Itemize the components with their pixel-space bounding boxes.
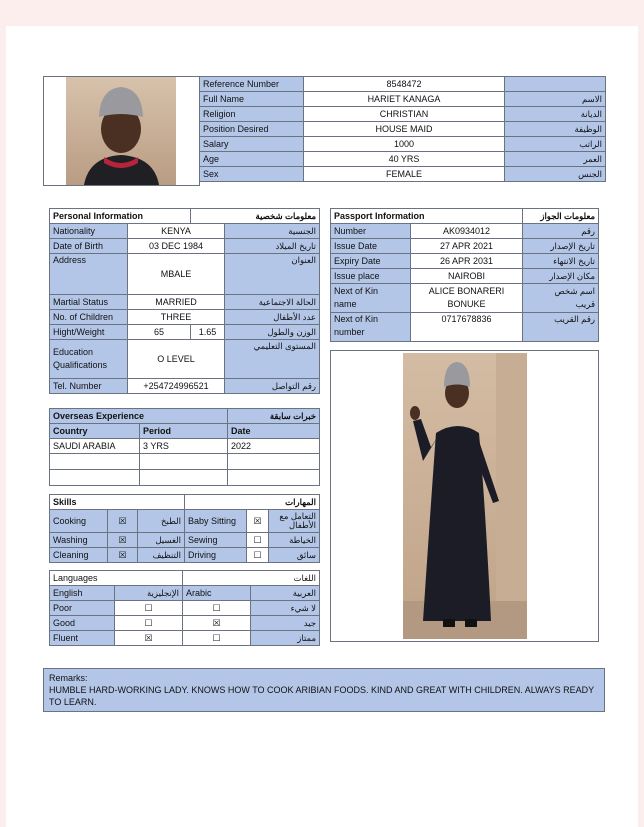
language-level-ar: ممتاز xyxy=(251,631,320,646)
kin-number-ar: رقم القريب xyxy=(523,313,599,342)
profile-label: Reference Number xyxy=(200,77,304,92)
language-row xyxy=(50,616,320,631)
profile-label: Salary xyxy=(200,137,304,152)
personal-info-table xyxy=(49,208,320,394)
empty-cell xyxy=(50,470,140,486)
english-checkbox[interactable]: ☐ xyxy=(115,616,183,631)
issue-date-ar: تاريخ الإصدار xyxy=(523,239,599,254)
empty-cell xyxy=(228,454,320,470)
experience-header-period: Period xyxy=(140,424,228,439)
full-body-photo-frame xyxy=(330,350,599,642)
english-label-ar: الإنجليزية xyxy=(115,586,183,601)
passport-number-label: Number xyxy=(331,224,411,239)
arabic-checkbox[interactable]: ☐ xyxy=(183,631,251,646)
address-ar: العنوان xyxy=(225,254,320,295)
portrait-frame xyxy=(43,76,200,186)
kin-value xyxy=(411,284,523,313)
profile-value: 1000 xyxy=(304,137,505,152)
arabic-checkbox[interactable]: ☐ xyxy=(183,601,251,616)
kin-label-line1: Next of Kin xyxy=(334,286,379,296)
profile-row xyxy=(200,167,606,182)
personal-title-ar: معلومات شخصية xyxy=(191,209,320,224)
profile-label-ar: الوظيفة xyxy=(505,122,606,137)
passport-info-table xyxy=(330,208,599,342)
skill-checkbox[interactable]: ☒ xyxy=(108,548,138,563)
skill-row xyxy=(50,548,320,563)
passport-title-ar: معلومات الجواز xyxy=(523,209,599,224)
tel-label: Tel. Number xyxy=(50,379,128,394)
profile-row xyxy=(200,122,606,137)
skill-row xyxy=(50,510,320,533)
experience-table xyxy=(49,408,320,486)
personal-title: Personal Information xyxy=(50,209,191,224)
kin-number-label-line2: number xyxy=(334,327,365,337)
dob-value: 03 DEC 1984 xyxy=(128,239,225,254)
skill-name-ar: الخياطة xyxy=(269,533,320,548)
education-ar: المستوى التعليمي xyxy=(225,340,320,379)
profile-row xyxy=(200,137,606,152)
remarks-text: HUMBLE HARD-WORKING LADY. KNOWS HOW TO COOK ARIBIAN FOODS. KIND AND GREAT WITH CHILDREN. ALWAYS READY TO LEARN. xyxy=(49,685,594,707)
marital-ar: الحالة الاجتماعية xyxy=(225,295,320,310)
skill-name: Cleaning xyxy=(50,548,108,563)
skill-row xyxy=(50,533,320,548)
nationality-label: Nationality xyxy=(50,224,128,239)
profile-label-ar: الجنس xyxy=(505,167,606,182)
skill-name: Baby Sitting xyxy=(185,510,247,533)
experience-country: SAUDI ARABIA xyxy=(50,439,140,454)
dob-ar: تاريخ الميلاد xyxy=(225,239,320,254)
arabic-label: Arabic xyxy=(183,586,251,601)
experience-header-date: Date xyxy=(228,424,320,439)
skill-checkbox[interactable]: ☒ xyxy=(108,533,138,548)
table-row-empty xyxy=(50,454,320,470)
skills-title-ar: المهارات xyxy=(185,495,320,510)
english-checkbox[interactable]: ☒ xyxy=(115,631,183,646)
profile-label: Age xyxy=(200,152,304,167)
issue-place-value: NAIROBI xyxy=(411,269,523,284)
profile-value: HARIET KANAGA xyxy=(304,92,505,107)
profile-label: Religion xyxy=(200,107,304,122)
profile-value: FEMALE xyxy=(304,167,505,182)
passport-number-value: AK0934012 xyxy=(411,224,523,239)
experience-title: Overseas Experience xyxy=(50,409,228,424)
children-value: THREE xyxy=(128,310,225,325)
nationality-ar: الجنسية xyxy=(225,224,320,239)
skill-name: Washing xyxy=(50,533,108,548)
profile-value: CHRISTIAN xyxy=(304,107,505,122)
height-weight-ar: الوزن والطول xyxy=(225,325,320,340)
kin-label xyxy=(331,284,411,313)
experience-header-country: Country xyxy=(50,424,140,439)
portrait-photo xyxy=(44,77,199,185)
education-value: O LEVEL xyxy=(128,340,225,379)
empty-cell xyxy=(140,470,228,486)
skill-name-ar: التعامل مع الأطفال xyxy=(269,510,320,533)
language-level: Fluent xyxy=(50,631,115,646)
kin-value-line1: ALICE BONARERI xyxy=(428,286,505,296)
skill-name: Sewing xyxy=(185,533,247,548)
english-label: English xyxy=(50,586,115,601)
profile-label: Position Desired xyxy=(200,122,304,137)
kin-label-line2: name xyxy=(334,299,357,309)
kin-number-label-line1: Next of Kin xyxy=(334,314,379,324)
full-body-photo xyxy=(331,351,598,641)
profile-label: Full Name xyxy=(200,92,304,107)
issue-date-label: Issue Date xyxy=(331,239,411,254)
languages-title: Languages xyxy=(50,571,183,586)
tel-value: +254724996521 xyxy=(128,379,225,394)
experience-period: 3 YRS xyxy=(140,439,228,454)
skill-name-ar: التنظيف xyxy=(138,548,185,563)
arabic-checkbox[interactable]: ☒ xyxy=(183,616,251,631)
passport-number-ar: رقم xyxy=(523,224,599,239)
skill-name-ar: سائق xyxy=(269,548,320,563)
profile-label-ar xyxy=(505,77,606,92)
table-row-empty xyxy=(50,470,320,486)
kin-ar xyxy=(523,284,599,313)
profile-value: 40 YRS xyxy=(304,152,505,167)
languages-title-ar: اللغات xyxy=(183,571,320,586)
profile-label-ar: الديانة xyxy=(505,107,606,122)
language-row xyxy=(50,601,320,616)
skill-checkbox[interactable]: ☒ xyxy=(108,510,138,533)
kin-number-label xyxy=(331,313,411,342)
education-label xyxy=(50,340,128,379)
skills-table xyxy=(49,494,320,563)
skill-name-ar: الطبخ xyxy=(138,510,185,533)
kin-ar-line2: قريب xyxy=(575,299,596,309)
skill-checkbox[interactable]: ☐ xyxy=(247,548,269,563)
language-level: Poor xyxy=(50,601,115,616)
nationality-value: KENYA xyxy=(128,224,225,239)
dob-label: Date of Birth xyxy=(50,239,128,254)
remarks-box xyxy=(43,668,605,712)
children-ar: عدد الأطفال xyxy=(225,310,320,325)
education-label-line2: Qualifications xyxy=(53,360,108,370)
tel-ar: رقم التواصل xyxy=(225,379,320,394)
profile-value: HOUSE MAID xyxy=(304,122,505,137)
profile-label-ar: العمر xyxy=(505,152,606,167)
profile-row xyxy=(200,107,606,122)
skill-checkbox[interactable]: ☐ xyxy=(247,533,269,548)
children-label: No. of Children xyxy=(50,310,128,325)
kin-value-line2: BONUKE xyxy=(447,299,486,309)
expiry-date-ar: تاريخ الانتهاء xyxy=(523,254,599,269)
empty-cell xyxy=(140,454,228,470)
expiry-date-value: 26 APR 2031 xyxy=(411,254,523,269)
skill-checkbox[interactable]: ☒ xyxy=(247,510,269,533)
empty-cell xyxy=(228,470,320,486)
skill-name: Driving xyxy=(185,548,247,563)
kin-ar-line1: اسم شخص xyxy=(554,286,596,296)
height-value: 65 xyxy=(128,325,191,340)
language-row xyxy=(50,631,320,646)
marital-value: MARRIED xyxy=(128,295,225,310)
profile-label-ar: الراتب xyxy=(505,137,606,152)
address-value: MBALE xyxy=(128,254,225,295)
kin-number-value: 0717678836 xyxy=(411,313,523,342)
skill-name-ar: الغسيل xyxy=(138,533,185,548)
experience-title-ar: خبرات سابقة xyxy=(228,409,320,424)
language-level-ar: جيد xyxy=(251,616,320,631)
profile-table xyxy=(199,76,606,182)
profile-row xyxy=(200,77,606,92)
profile-row xyxy=(200,92,606,107)
passport-title: Passport Information xyxy=(331,209,523,224)
profile-value: 8548472 xyxy=(304,77,505,92)
arabic-label-ar: العربية xyxy=(251,586,320,601)
issue-place-label: Issue place xyxy=(331,269,411,284)
table-row xyxy=(50,439,320,454)
profile-row xyxy=(200,152,606,167)
education-label-line1: Education xyxy=(53,347,94,357)
expiry-date-label: Expiry Date xyxy=(331,254,411,269)
languages-table xyxy=(49,570,320,646)
empty-cell xyxy=(50,454,140,470)
issue-place-ar: مكان الإصدار xyxy=(523,269,599,284)
weight-value: 1.65 xyxy=(191,325,225,340)
english-checkbox[interactable]: ☐ xyxy=(115,601,183,616)
remarks-title: Remarks: xyxy=(49,673,88,683)
skills-title: Skills xyxy=(50,495,185,510)
issue-date-value: 27 APR 2021 xyxy=(411,239,523,254)
language-level-ar: لا شيء xyxy=(251,601,320,616)
language-level: Good xyxy=(50,616,115,631)
address-label: Address xyxy=(50,254,128,295)
height-weight-label: Hight/Weight xyxy=(50,325,128,340)
marital-label: Martial Status xyxy=(50,295,128,310)
profile-label-ar: الاسم xyxy=(505,92,606,107)
skill-name: Cooking xyxy=(50,510,108,533)
experience-date: 2022 xyxy=(228,439,320,454)
profile-label: Sex xyxy=(200,167,304,182)
